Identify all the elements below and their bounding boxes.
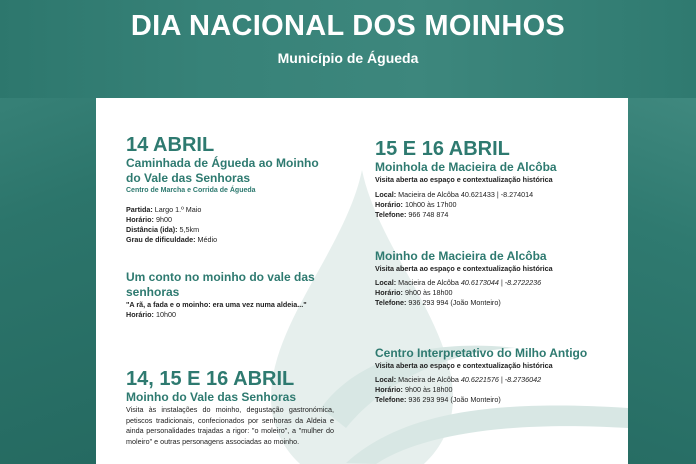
event-description: Visita às instalações do moinho, degustação gastronómica, petiscos tradicionais, confecionados por senhoras da Aldeia e ainda personalidades trajadas a rigor: "o moleiro", a "mulher do moleiro" e outras personagens associadas ao moinho. xyxy=(126,405,334,446)
event-title-line2: senhoras xyxy=(126,285,180,299)
detail-horario: Horário: 9h00 às 18h00 xyxy=(375,288,453,297)
detail-telefone: Telefone: 936 293 994 (João Monteiro) xyxy=(375,395,501,404)
event-description: Visita aberta ao espaço e contextualização histórica xyxy=(375,175,553,184)
event-centro-milho xyxy=(375,346,605,405)
event-title: Moinho de Macieira de Alcôba xyxy=(375,249,547,263)
event-conto xyxy=(126,270,338,320)
event-title: Centro Interpretativo do Milho Antigo xyxy=(375,346,588,360)
detail-horario: Horário: 10h00 às 17h00 xyxy=(375,200,457,209)
event-title: Moinho do Vale das Senhoras xyxy=(126,390,297,404)
event-title-line2: do Vale das Senhoras xyxy=(126,171,251,185)
event-title: Caminhada de Águeda ao Moinho xyxy=(126,156,319,170)
detail-distancia: Distância (ida): 5,5km xyxy=(126,225,200,234)
detail-horario: Horário: 9h00 às 18h00 xyxy=(375,385,453,394)
content-panel xyxy=(96,98,628,464)
event-date: 15 E 16 ABRIL xyxy=(375,138,510,160)
page-title: DIA NACIONAL DOS MOINHOS xyxy=(130,10,566,42)
event-title: Um conto no moinho do vale das xyxy=(126,270,315,284)
detail-local: Local: Macieira de Alcôba 40.6173044 | -8.2722236 xyxy=(375,278,542,287)
event-moinhola xyxy=(375,138,605,220)
page-subtitle: Município de Águeda xyxy=(277,50,419,66)
event-date: 14 ABRIL xyxy=(126,134,215,156)
detail-horario: Horário: 9h00 xyxy=(126,215,172,224)
event-title: Moinhola de Macieira de Alcôba xyxy=(375,160,557,174)
detail-local: Local: Macieira de Alcôba 40.6221576 | -8.2736042 xyxy=(375,375,542,384)
detail-partida: Partida: Largo 1.º Maio xyxy=(126,205,202,214)
detail-horario: Horário: 10h00 xyxy=(126,310,176,319)
header-banner xyxy=(0,0,696,98)
event-organizer: Centro de Marcha e Corrida de Águeda xyxy=(126,187,256,194)
event-date: 14, 15 E 16 ABRIL xyxy=(126,368,295,390)
event-moinho-vale xyxy=(126,368,334,447)
detail-local: Local: Macieira de Alcôba 40.621433 | -8.274014 xyxy=(375,190,534,199)
detail-telefone: Telefone: 936 293 994 (João Monteiro) xyxy=(375,298,501,307)
event-description: Visita aberta ao espaço e contextualização histórica xyxy=(375,361,553,370)
detail-grau: Grau de dificuldade: Médio xyxy=(126,235,218,244)
event-caminhada xyxy=(126,134,338,245)
event-description: Visita aberta ao espaço e contextualização histórica xyxy=(375,264,553,273)
detail-telefone: Telefone: 966 748 874 xyxy=(375,210,449,219)
event-moinho-macieira xyxy=(375,249,605,308)
event-quote: "A rã, a fada e o moinho: era uma vez numa aldeia..." xyxy=(126,300,307,309)
